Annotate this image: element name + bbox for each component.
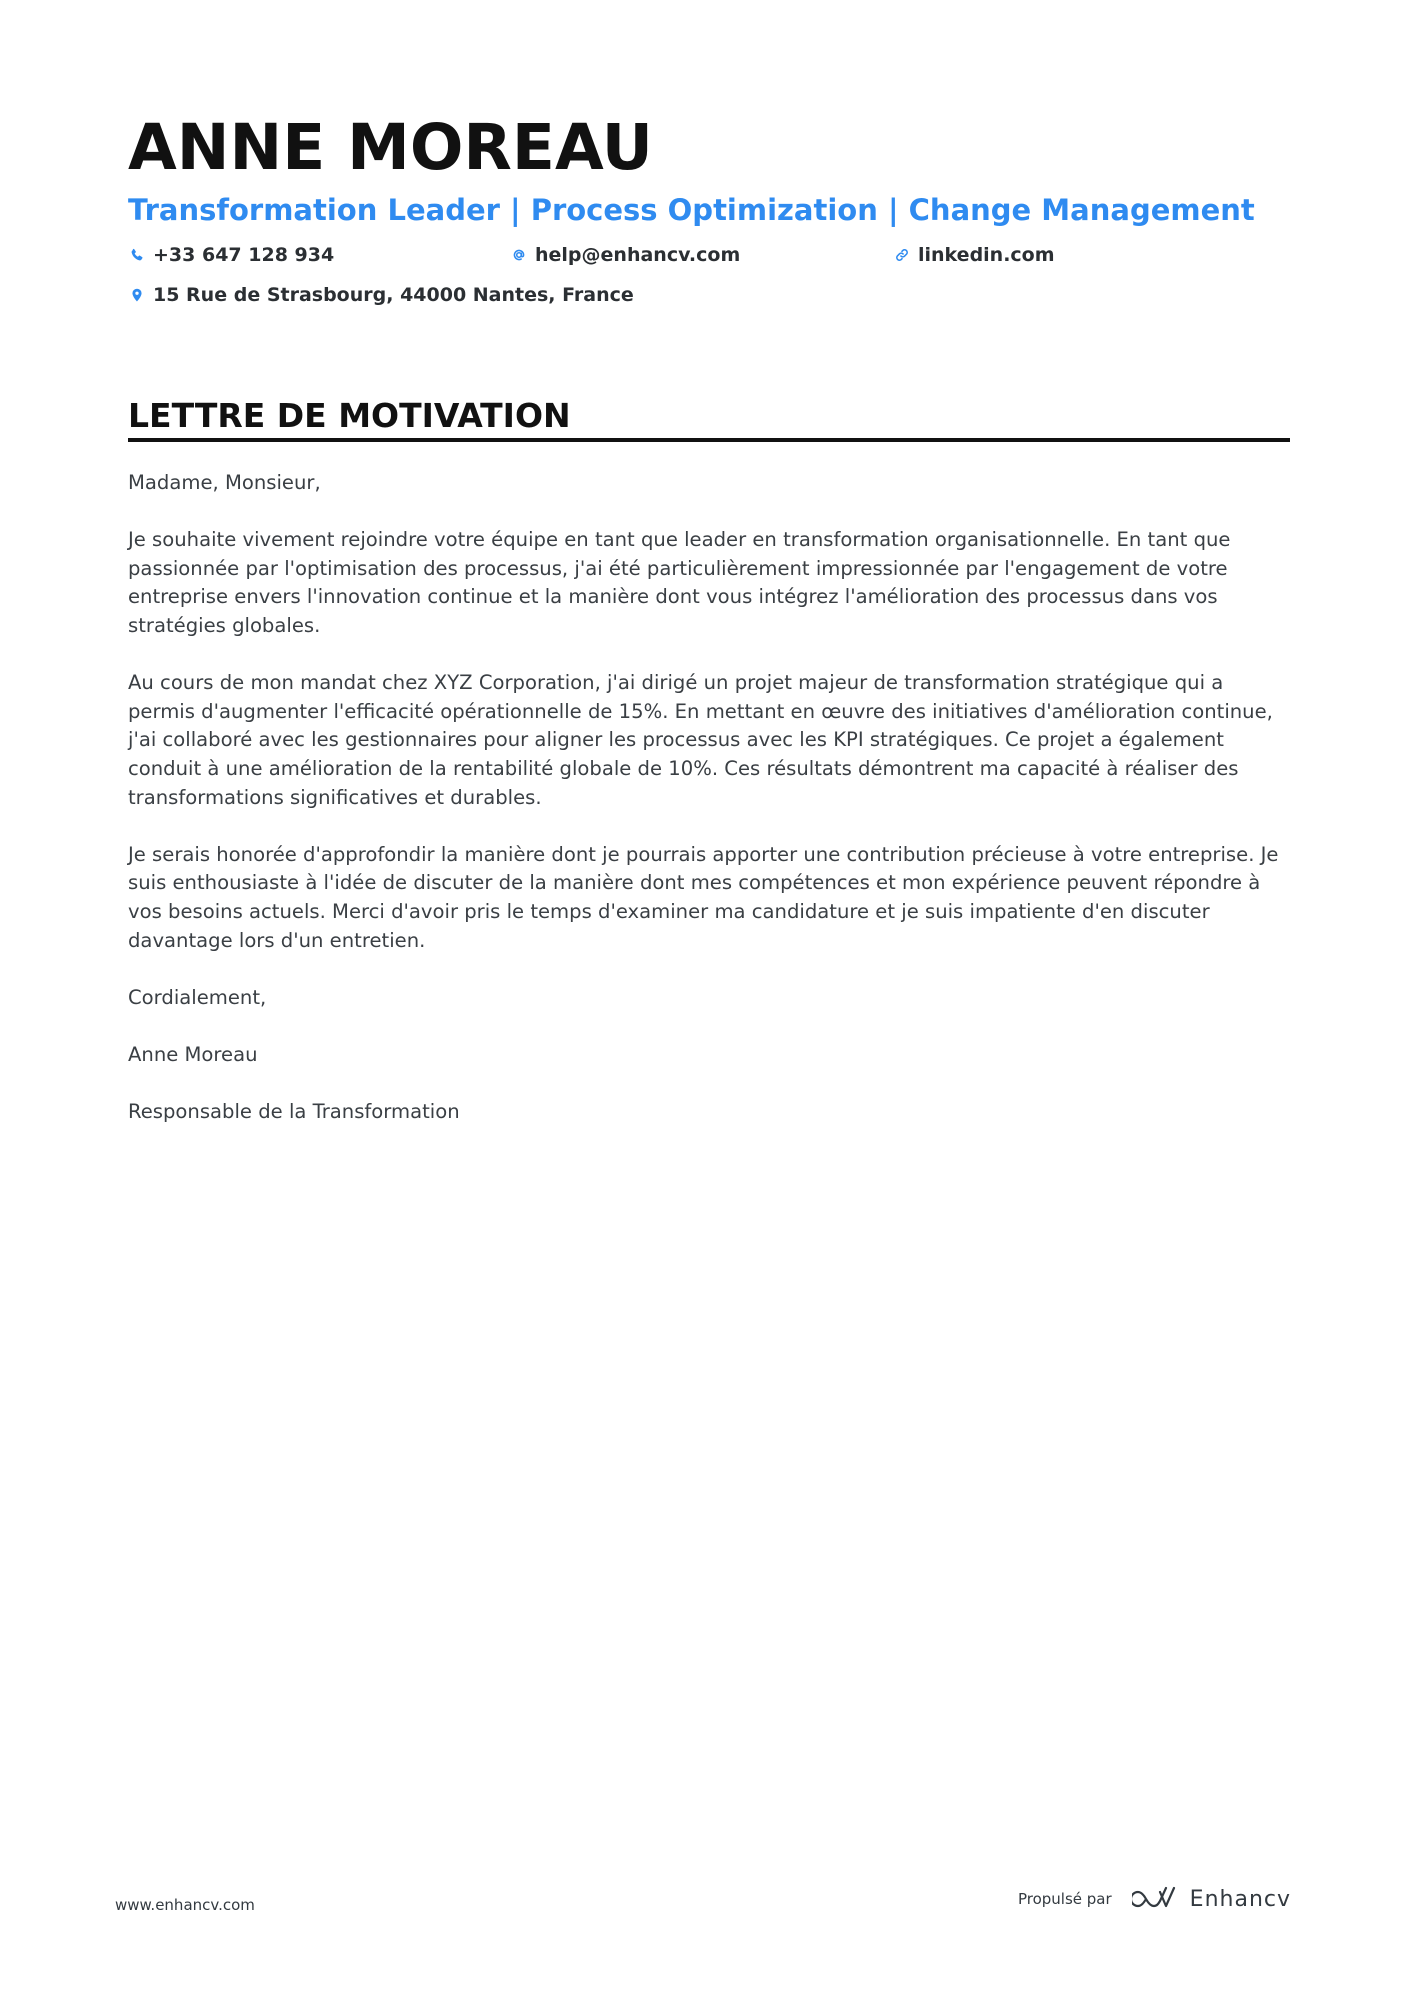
- letter-paragraph: Au cours de mon mandat chez XYZ Corporation, j'ai dirigé un projet majeur de transformation stratégique qui a permis d'augmenter l'efficacité opérationnelle de 15%. En mettant en œuvre des initiatives d'amélioration continue, j'ai collaboré avec les gestionnaires pour aligner les processus avec les KPI stratégiques. Ce projet a également conduit à une amélioration de la rentabilité globale de 10%. Ces résultats démontrent ma capacité à réaliser des transformations significatives et durables.: [128, 671, 1273, 809]
- enhancv-logo-icon: [1132, 1886, 1178, 1912]
- candidate-name: ANNE MOREAU: [128, 111, 653, 184]
- email-text[interactable]: help@enhancv.com: [535, 244, 741, 266]
- contact-phone: [130, 242, 334, 268]
- letter-greeting: Madame, Monsieur,: [128, 471, 321, 494]
- letter-paragraph: Je souhaite vivement rejoindre votre équipe en tant que leader en transformation organisationnelle. En tant que passionnée par l'optimisation des processus, j'ai été particulièrement impressionnée par l'engagement de votre entreprise envers l'innovation continue et la manière dont vous intégrez l'amélioration des processus dans vos stratégies globales.: [128, 528, 1231, 637]
- link-icon: [895, 247, 909, 263]
- contact-address: [130, 282, 634, 308]
- letter-closing: Cordialement,: [128, 985, 267, 1009]
- footer-branding: [1018, 1886, 1291, 1912]
- powered-by-text: Propulsé par: [1017, 1890, 1112, 1908]
- contact-email[interactable]: [512, 242, 740, 268]
- phone-text: +33 647 128 934: [153, 244, 335, 266]
- at-sign-icon: [512, 247, 526, 263]
- letter-signature: Anne Moreau: [128, 1042, 258, 1066]
- phone-icon: [130, 247, 144, 263]
- letter-signature-title: Responsable de la Transformation: [128, 1100, 460, 1124]
- address-text: 15 Rue de Strasbourg, 44000 Nantes, France: [153, 284, 634, 306]
- letter-paragraph: Je serais honorée d'approfondir la manière dont je pourrais apporter une contribution précieuse à votre entreprise. Je suis enthousiaste à l'idée de discuter de la manière dont mes compétences et mon expérience peuvent répondre à vos besoins actuels. Merci d'avoir pris le temps d'examiner ma candidature et je suis impatiente d'en discuter davantage lors d'un entretien.: [128, 842, 1279, 952]
- enhancv-logo[interactable]: [1132, 1886, 1291, 1912]
- location-pin-icon: [130, 287, 144, 303]
- linkedin-text[interactable]: linkedin.com: [918, 244, 1055, 266]
- footer-website[interactable]: www.enhancv.com: [115, 1896, 255, 1914]
- section-title: LETTRE DE MOTIVATION: [128, 396, 571, 435]
- candidate-headline: Transformation Leader | Process Optimization | Change Management: [128, 193, 1255, 227]
- enhancv-brand-text: Enhancv: [1189, 1886, 1291, 1912]
- letter-body: [128, 469, 1290, 1155]
- section-divider: [128, 438, 1290, 442]
- contact-linkedin[interactable]: [895, 242, 1055, 268]
